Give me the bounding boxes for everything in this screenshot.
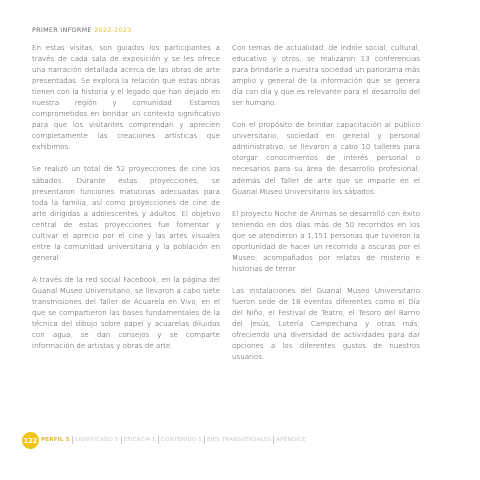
paragraph: Las instalaciones del Guanal Museo Universitario fueron sede de 18 eventos diferentes como el Día del Niño, el Festival de Teatro, el Tesoro del Barrio del Jesús, Lotería Campechana y otras más; ofreciendo una diversidad de actividades para dar opciones a los diferentes gustos de nuestros usuarios. xyxy=(232,285,420,362)
nav-item-eficacia[interactable]: EFICACIA 5 xyxy=(121,436,158,444)
nav-item-perfil[interactable]: PERFIL 5 xyxy=(41,437,70,443)
left-column xyxy=(32,42,220,362)
running-header xyxy=(32,26,132,34)
paragraph: El proyecto Noche de Ánimas se desarrolló con éxito teniendo en dos días más de 50 recorridos en los que se atendieron a 1,151 personas que tuvieron la oportunidad de hacer un recorrido a oscuras por el Museo, acompañados por relatos de misterio e historias de terror. xyxy=(232,208,420,273)
page-number-badge: 122 xyxy=(22,432,39,449)
paragraph: Con el propósito de brindar capacitación al público universitario, sociedad en general y personal administrativo, se llevaron a cabo 10 talleres para otorgar conocimientos de interés personal o necesarios para su área de desarrollo profesional, además del Taller de arte que se imparte en el Guanal Museo Universitario los sábados. xyxy=(232,120,420,196)
nav-item-contenido[interactable]: CONTENIDO 5 xyxy=(158,436,204,444)
report-title: PRIMER INFORME xyxy=(32,26,92,34)
nav-item-apendice[interactable]: APÉNDICE xyxy=(273,436,308,444)
report-year: 2022-2023 xyxy=(94,26,132,34)
section-nav xyxy=(41,436,308,444)
nav-item-significado[interactable]: SIGNIFICADO 5 xyxy=(72,436,121,444)
paragraph: Se realizó un total de 52 proyecciones de cine los sábados. Durante estas proyecciones, se presentaron funciones matutinas adecuadas para toda la familia, así como proyecciones de cine de arte dirigidas a adolescentes y adultos. El objetivo central de estas proyecciones fue fomentar y cultivar el aprecio por el cine y las artes visuales entre la comunidad universitaria y la población en general. xyxy=(32,164,220,262)
paragraph: A través de la red social Facebook, en la página del Guanal Museo Universitario, se llevaron a cabo siete transmisiones del Taller de Acuarela en Vivo, en el que se compartieron las bases fundamentales de la técnica del dibujo sobre papel y acuarelas diluidas con agua, se dan consejos y se comparte información de artistas y obras de arte. xyxy=(32,274,220,351)
nav-item-ejes-transversales[interactable]: EJES TRANSVERSALES xyxy=(204,436,273,444)
paragraph: Con temas de actualidad, de índole social, cultural, educativo y otros, se realizaron 13 conferencias para brindarle a nuestra sociedad un panorama más amplio y general de la información que se genera día con día y que es relevante para el desarrollo del ser humano. xyxy=(232,43,420,108)
paragraph: En estas visitas, son guiados los participantes a través de cada sala de exposición y se les ofrece una narración detallada acerca de las obras de arte presentadas. Se explora la relación que estas obras tienen con la historia y el legado que han dejado en nuestra región y comunidad. Estamos comprometidos en brindar un contexto significativo para que los visitantes comprendan y aprecien completamente las creaciones artísticas que exhibimos. xyxy=(32,43,220,152)
right-column xyxy=(232,42,420,373)
page-footer xyxy=(0,432,480,450)
